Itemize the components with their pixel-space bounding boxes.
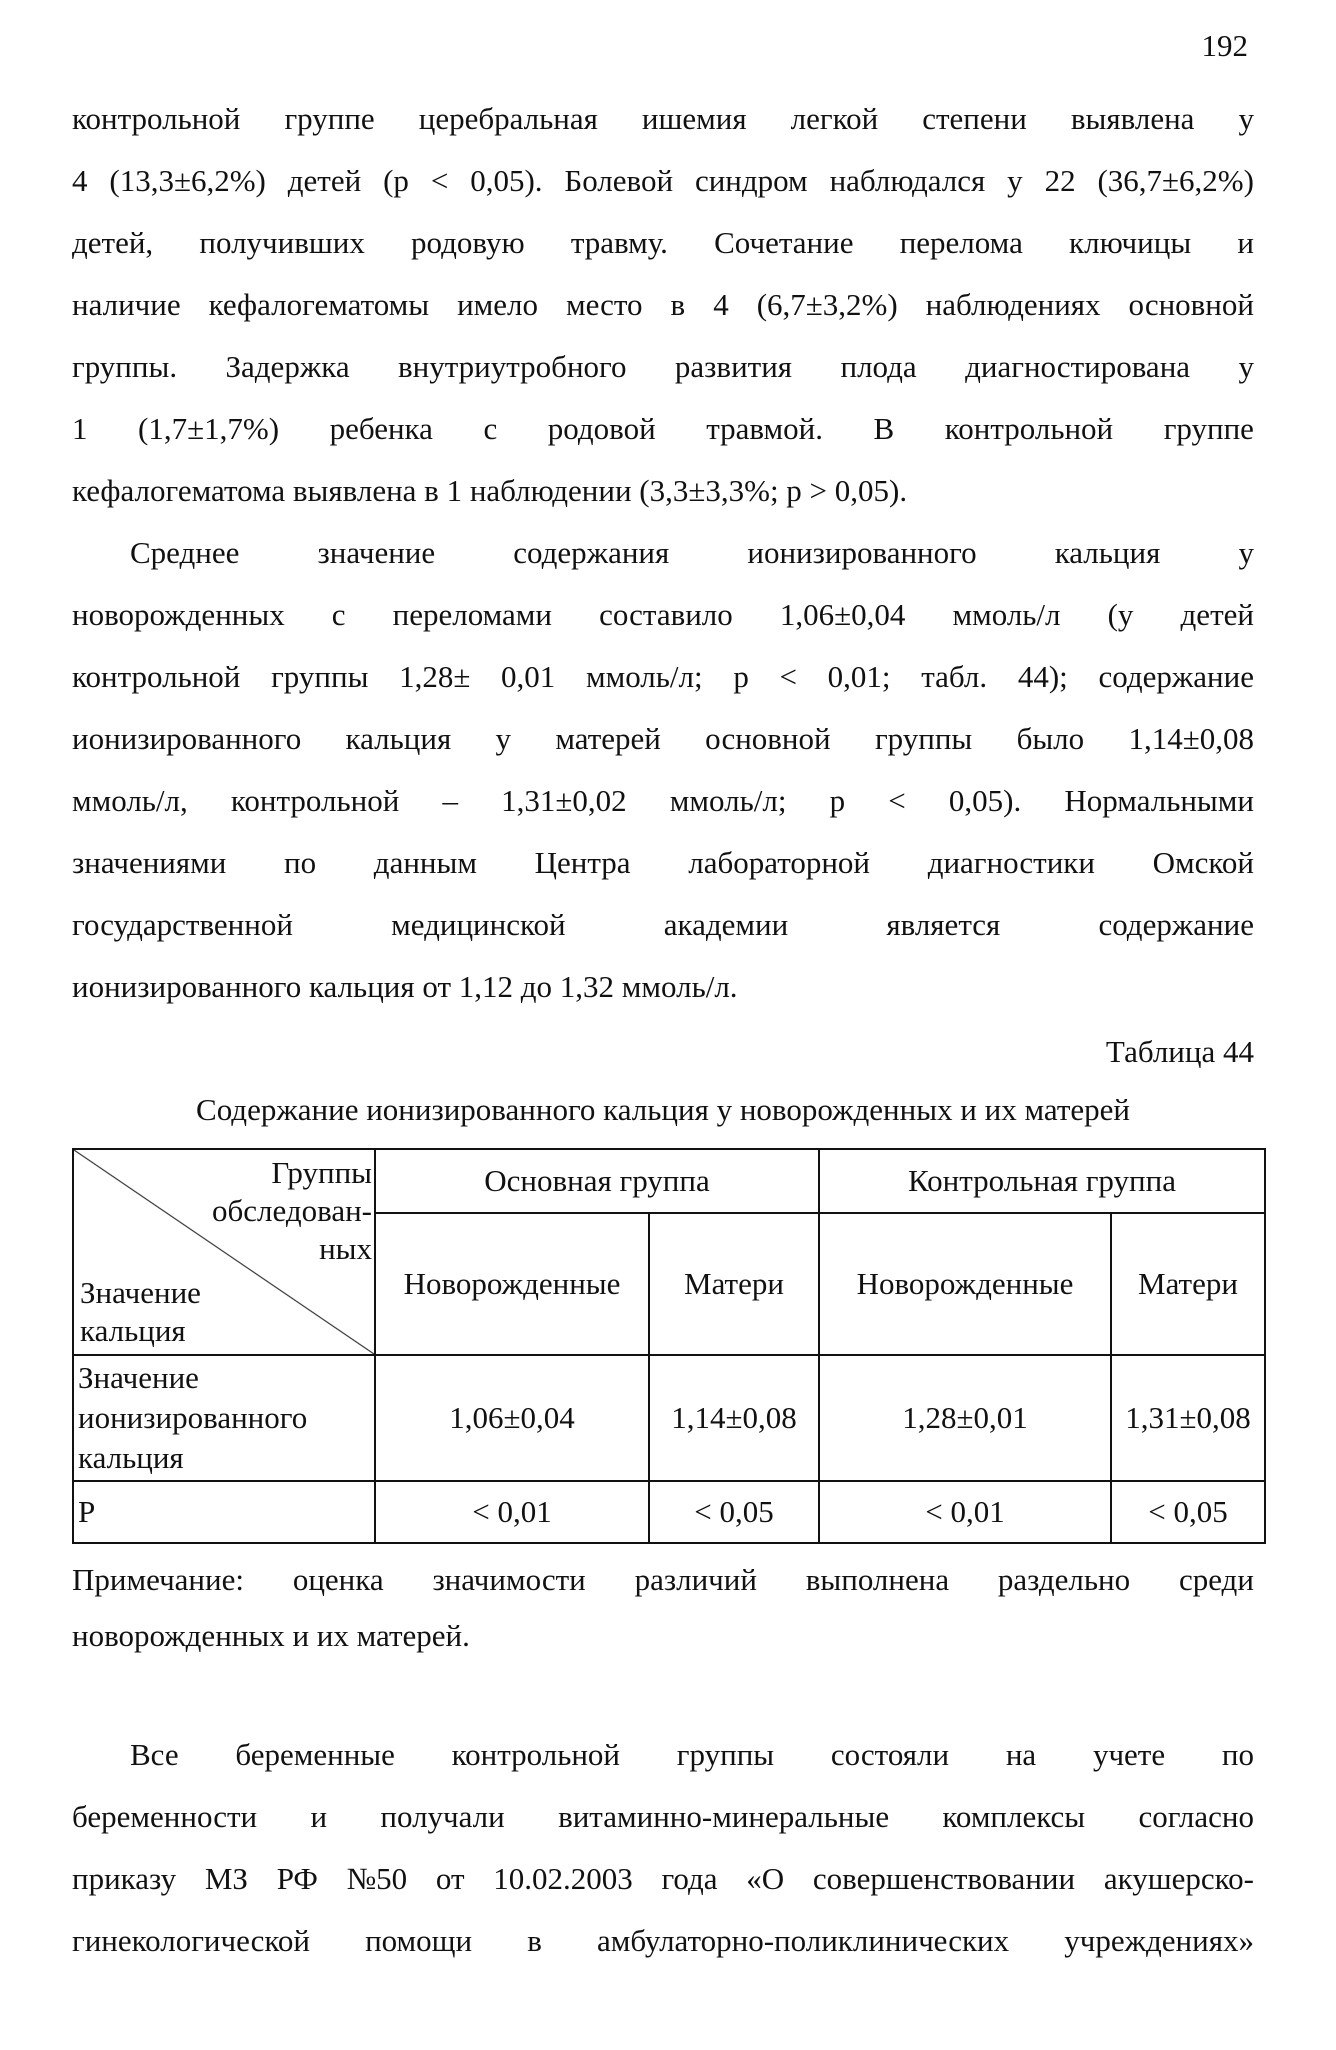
text-line: Среднее значение содержания ионизированного кальция у bbox=[130, 535, 1254, 570]
note-line: Примечание: оценка значимости различий выполнена раздельно среди bbox=[72, 1562, 1254, 1597]
table-row bbox=[73, 1355, 1265, 1481]
corner-header-groups: Группы обследован- ных bbox=[211, 1155, 372, 1266]
row-label-p: Р bbox=[73, 1481, 375, 1543]
table-row bbox=[73, 1481, 1265, 1543]
text-line: значениями по данным Центра лабораторной диагностики Омской bbox=[72, 845, 1254, 880]
text-line: группы. Задержка внутриутробного развития плода диагностирована у bbox=[72, 349, 1254, 384]
page-number: 192 bbox=[1201, 28, 1248, 63]
text-line: кефалогематома выявлена в 1 наблюдении (3,3±3,3%; р > 0,05). bbox=[72, 473, 908, 508]
text-line: ммоль/л, контрольной – 1,31±0,02 ммоль/л; р < 0,05). Нормальными bbox=[72, 783, 1254, 818]
paragraph-3 bbox=[72, 1724, 1254, 1972]
text-line: беременности и получали витаминно-минеральные комплексы согласно bbox=[72, 1799, 1254, 1834]
text-line: новорожденных с переломами составило 1,06±0,04 ммоль/л (у детей bbox=[72, 597, 1254, 632]
table-cell: 1,31±0,08 bbox=[1111, 1355, 1265, 1481]
row-label-calcium: Значение ионизированного кальция bbox=[73, 1355, 375, 1481]
text-line: приказу МЗ РФ №50 от 10.02.2003 года «О совершенствовании акушерско- bbox=[72, 1861, 1254, 1896]
text-line: ионизированного кальция от 1,12 до 1,32 ммоль/л. bbox=[72, 969, 738, 1004]
table-cell: < 0,05 bbox=[649, 1481, 819, 1543]
header-mothers: Матери bbox=[1111, 1213, 1265, 1355]
table-note bbox=[72, 1552, 1254, 1664]
header-mothers: Матери bbox=[649, 1213, 819, 1355]
table-number: Таблица 44 bbox=[1105, 1034, 1254, 1069]
text-line: наличие кефалогематомы имело место в 4 (6,7±3,2%) наблюдениях основной bbox=[72, 287, 1254, 322]
header-newborns: Новорожденные bbox=[375, 1213, 649, 1355]
corner-header-values: Значение кальция bbox=[80, 1275, 201, 1348]
text-line: Все беременные контрольной группы состояли на учете по bbox=[130, 1737, 1254, 1772]
text-line: контрольной группе церебральная ишемия легкой степени выявлена у bbox=[72, 101, 1254, 136]
table-cell: < 0,05 bbox=[1111, 1481, 1265, 1543]
table-cell: < 0,01 bbox=[375, 1481, 649, 1543]
header-newborns: Новорожденные bbox=[819, 1213, 1111, 1355]
note-line: новорожденных и их матерей. bbox=[72, 1618, 470, 1653]
text-line: 4 (13,3±6,2%) детей (р < 0,05). Болевой синдром наблюдался у 22 (36,7±6,2%) bbox=[72, 163, 1254, 198]
table-title: Содержание ионизированного кальция у новорожденных и их матерей bbox=[196, 1092, 1130, 1127]
text-line: гинекологической помощи в амбулаторно-поликлинических учреждениях» bbox=[72, 1923, 1254, 1958]
header-main-group: Основная группа bbox=[375, 1149, 819, 1213]
table-cell: 1,28±0,01 bbox=[819, 1355, 1111, 1481]
text-line: контрольной группы 1,28± 0,01 ммоль/л; р < 0,01; табл. 44); содержание bbox=[72, 659, 1254, 694]
paragraph-1 bbox=[72, 88, 1254, 522]
text-line: ионизированного кальция у матерей основной группы было 1,14±0,08 bbox=[72, 721, 1254, 756]
paragraph-2 bbox=[72, 522, 1254, 1018]
header-control-group: Контрольная группа bbox=[819, 1149, 1265, 1213]
calcium-table bbox=[72, 1148, 1266, 1544]
table-cell: 1,14±0,08 bbox=[649, 1355, 819, 1481]
text-line: 1 (1,7±1,7%) ребенка с родовой травмой. В контрольной группе bbox=[72, 411, 1254, 446]
text-line: государственной медицинской академии является содержание bbox=[72, 907, 1254, 942]
table-cell: < 0,01 bbox=[819, 1481, 1111, 1543]
text-line: детей, получивших родовую травму. Сочетание перелома ключицы и bbox=[72, 225, 1254, 260]
table-corner-cell bbox=[73, 1149, 375, 1355]
page-content bbox=[72, 88, 1254, 1972]
table-cell: 1,06±0,04 bbox=[375, 1355, 649, 1481]
